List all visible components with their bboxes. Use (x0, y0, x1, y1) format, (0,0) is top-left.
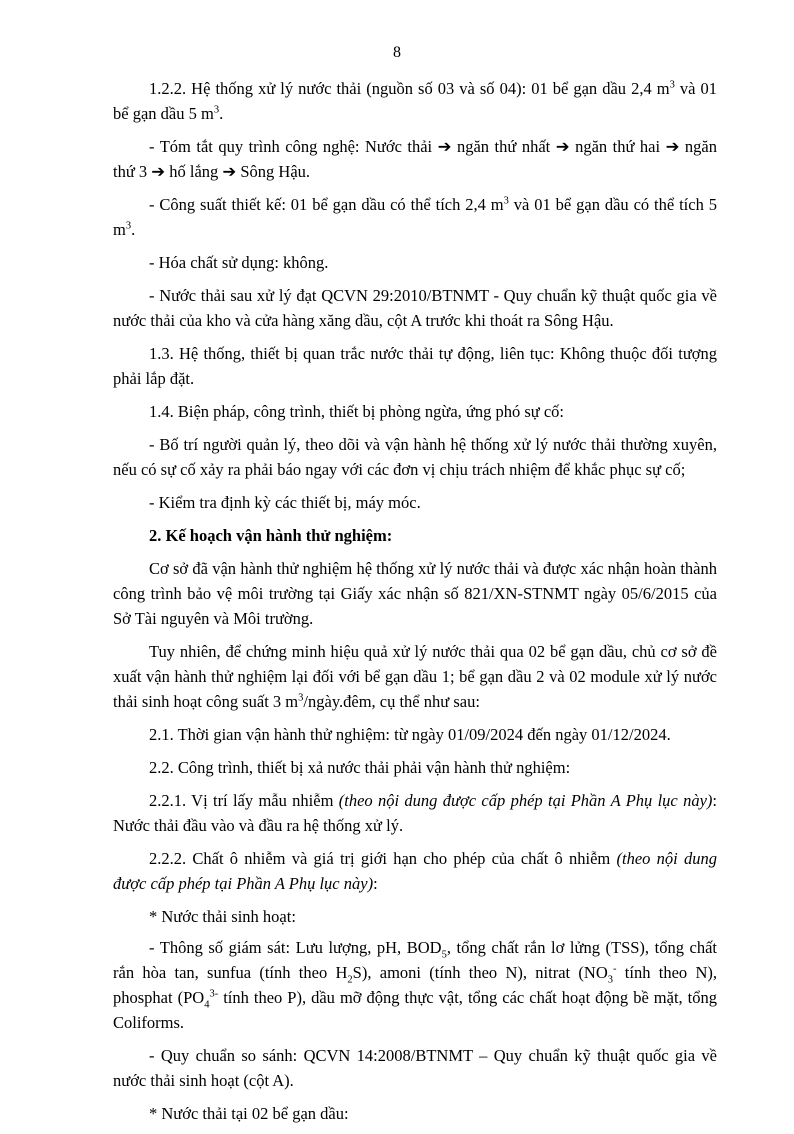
paragraph-2-2-2: 2.2.2. Chất ô nhiễm và giá trị giới hạn cho phép của chất ô nhiễm (theo nội dung được cấp phép tại Phần A Phụ lục này): (113, 849, 717, 893)
paragraph-domestic-wastewater: * Nước thải sinh hoạt: (149, 907, 296, 926)
paragraph-treated-water: - Nước thải sau xử lý đạt QCVN 29:2010/BTNMT - Quy chuẩn kỹ thuật quốc gia về nước thải của kho và cửa hàng xăng dầu, cột A trước khi thoát ra Sông Hậu. (113, 286, 717, 330)
paragraph-manager: - Bố trí người quản lý, theo dõi và vận hành hệ thống xử lý nước thải thường xuyên, nếu có sự cố xảy ra phải báo ngay với các đơn vị chịu trách nhiệm để khắc phục sự cố; (113, 435, 717, 479)
paragraph-comparison-standard: - Quy chuẩn so sánh: QCVN 14:2008/BTNMT – Quy chuẩn kỹ thuật quốc gia về nước thải sinh hoạt (cột A). (113, 1046, 717, 1090)
arrow-right-icon: ➔ (437, 137, 452, 156)
paragraph-proposal: Tuy nhiên, để chứng minh hiệu quả xử lý nước thải qua 02 bể gạn dầu, chủ cơ sở đề xuất vận hành thử nghiệm lại đối với bể gạn dầu 1; bể gạn dầu 2 và 02 module xử lý nước thải sinh hoạt công suất 3 $m^3/ngày.đêm$, cụ thể như sau: (113, 642, 717, 711)
document-body (113, 76, 717, 1134)
paragraph-1-2-2: 1.2.2. Hệ thống xử lý nước thải (nguồn số 03 và số 04): 01 bể gạn dầu 2,4 $m^3$ và 01 bể gạn dầu 5 $m^3$. (113, 79, 717, 123)
paragraph-2-1: 2.1. Thời gian vận hành thử nghiệm: từ ngày 01/09/2024 đến ngày 01/12/2024. (149, 725, 671, 744)
paragraph-inspection: - Kiểm tra định kỳ các thiết bị, máy móc. (149, 493, 421, 512)
paragraph-monitoring-parameters: - Thông số giám sát: Lưu lượng, pH, $BOD_5$, tổng chất rắn lơ lửng (TSS), tổng chất rắn hòa tan, sunfua (tính theo $H_2S$), amoni (tính theo N), nitrat ($NO_3^-$ tính theo N), phosphat ($PO_4^{3-}$ tính theo P), dầu mỡ động thực vật, tổng các chất hoạt động bề mặt, tổng Coliforms. (113, 938, 718, 1032)
arrow-right-icon: ➔ (151, 162, 166, 181)
paragraph-2-2-1: 2.2.1. Vị trí lấy mẫu nhiễm (theo nội dung được cấp phép tại Phần A Phụ lục này): Nước thải đầu vào và đầu ra hệ thống xử lý. (113, 791, 717, 835)
paragraph-1-3: 1.3. Hệ thống, thiết bị quan trắc nước thải tự động, liên tục: Không thuộc đối tượng phải lắp đặt. (113, 344, 717, 388)
arrow-right-icon: ➔ (222, 162, 237, 181)
section-heading-2: 2. Kế hoạch vận hành thử nghiệm: (149, 526, 393, 545)
paragraph-process-summary: - Tóm tắt quy trình công nghệ: Nước thải ➔ ngăn thứ nhất ➔ ngăn thứ hai ➔ ngăn thứ 3 ➔ hố lắng ➔ Sông Hậu. (113, 137, 717, 181)
paragraph-1-4: 1.4. Biện pháp, công trình, thiết bị phòng ngừa, ứng phó sự cố: (149, 402, 564, 421)
paragraph-confirmation: Cơ sở đã vận hành thử nghiệm hệ thống xử lý nước thải và được xác nhận hoàn thành công trình bảo vệ môi trường tại Giấy xác nhận số 821/XN-STNMT ngày 05/6/2015 của Sở Tài nguyên và Môi trường. (113, 559, 717, 628)
arrow-right-icon: ➔ (665, 137, 680, 156)
paragraph-oil-separator-wastewater: * Nước thải tại 02 bể gạn dầu: (149, 1104, 349, 1123)
paragraph-chemicals: - Hóa chất sử dụng: không. (149, 253, 329, 272)
paragraph-2-2: 2.2. Công trình, thiết bị xả nước thải phải vận hành thử nghiệm: (149, 758, 571, 777)
arrow-right-icon: ➔ (555, 137, 570, 156)
page-number: 8 (393, 44, 401, 61)
paragraph-design-capacity: - Công suất thiết kế: 01 bể gạn dầu có thể tích 2,4 $m^3$ và 01 bể gạn dầu có thể tích 5 $m^3$. (113, 195, 717, 239)
